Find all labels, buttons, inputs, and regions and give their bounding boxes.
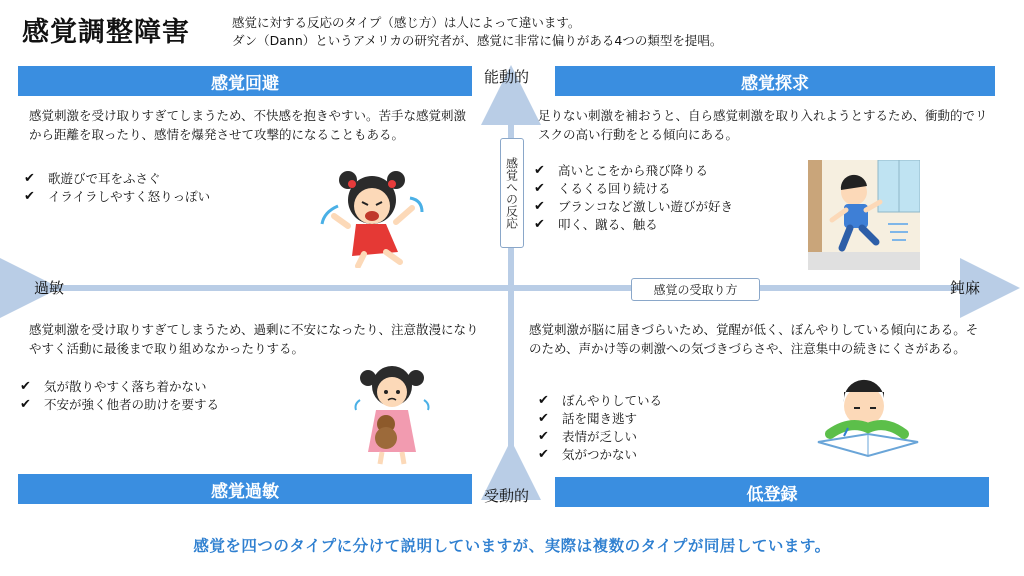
list-item: ✔ 高いとこをから飛び降りる	[534, 163, 709, 178]
footer-note: 感覚を四つのタイプに分けて説明していますが、実際は複数のタイプが同居しています。	[193, 537, 831, 555]
list-item: ✔ ぼんやりしている	[538, 393, 663, 408]
check-icon: ✔	[20, 397, 31, 412]
check-icon: ✔	[20, 379, 31, 394]
vertical-axis-caption: 感覚への反応	[500, 138, 524, 248]
subtitle-line-2: ダン（Dann）というアメリカの研究者が、感覚に非常に偏りがある4つの類型を提唱。	[232, 33, 723, 48]
check-icon: ✔	[538, 447, 549, 462]
list-item: ✔ 叩く、蹴る、触る	[534, 217, 658, 232]
band-sensory-seeking: 感覚探求	[555, 66, 995, 96]
check-icon: ✔	[534, 199, 545, 214]
seek-list	[534, 162, 733, 234]
check-icon: ✔	[534, 163, 545, 178]
list-item: ✔ 不安が強く他者の助けを要する	[20, 397, 220, 412]
subtitle-line-1: 感覚に対する反応のタイプ（感じ方）は人によって違います。	[232, 15, 581, 30]
check-icon: ✔	[538, 411, 549, 426]
axis-top-label: 能動的	[484, 68, 530, 86]
band-sensory-sensitivity: 感覚過敏	[18, 474, 472, 504]
list-item: ✔ ブランコなど激しい遊びが好き	[534, 199, 734, 214]
check-icon: ✔	[24, 189, 35, 204]
horizontal-axis-caption: 感覚の受取り方	[631, 278, 760, 301]
seek-description: 足りない刺激を補おうと、自ら感覚刺激を取り入れようとするため、衝動的でリスクの高い行動をとる傾向にある。	[538, 108, 988, 142]
angry-girl-illustration	[318, 158, 428, 268]
check-icon: ✔	[24, 171, 35, 186]
list-item: ✔ 歌遊びで耳をふさぐ	[24, 171, 161, 186]
axis-left-label: 過敏	[34, 279, 65, 297]
list-item: ✔ 気が散りやすく落ち着かない	[20, 379, 207, 394]
running-boy-illustration	[808, 160, 920, 270]
avoid-list	[24, 170, 210, 206]
list-item: ✔ 話を聞き逃す	[538, 411, 638, 426]
list-item: ✔ くるくる回り続ける	[534, 181, 671, 196]
sleepy-boy-illustration	[814, 376, 920, 464]
check-icon: ✔	[534, 217, 545, 232]
check-icon: ✔	[538, 393, 549, 408]
check-icon: ✔	[538, 429, 549, 444]
band-sensory-avoiding: 感覚回避	[18, 66, 472, 96]
sensitive-list	[20, 378, 219, 414]
low-list	[538, 392, 662, 464]
low-description: 感覚刺激が脳に届きづらいため、覚醒が低く、ぼんやりしている傾向にある。そのため、声かけ等の刺激への気づきづらさや、注意集中の続きにくさがある。	[529, 322, 979, 356]
check-icon: ✔	[534, 181, 545, 196]
list-item: ✔ 気がつかない	[538, 447, 638, 462]
list-item: ✔ 表情が乏しい	[538, 429, 638, 444]
avoid-description: 感覚刺激を受け取りすぎてしまうため、不快感を抱きやすい。苦手な感覚刺激から距離を取ったり、感情を爆発させて攻撃的になることもある。	[29, 108, 467, 142]
axis-bottom-label: 受動的	[484, 487, 530, 505]
page-title: 感覚調整障害	[22, 17, 190, 48]
sensitive-description: 感覚刺激を受け取りすぎてしまうため、過剰に不安になったり、注意散漫になりやすく活動に最後まで取り組めなかったりする。	[29, 322, 479, 356]
list-item: ✔ イライラしやすく怒りっぽい	[24, 189, 211, 204]
anxious-girl-illustration	[352, 360, 432, 468]
axis-right-label: 鈍麻	[950, 279, 981, 297]
band-low-registration: 低登録	[555, 477, 989, 507]
